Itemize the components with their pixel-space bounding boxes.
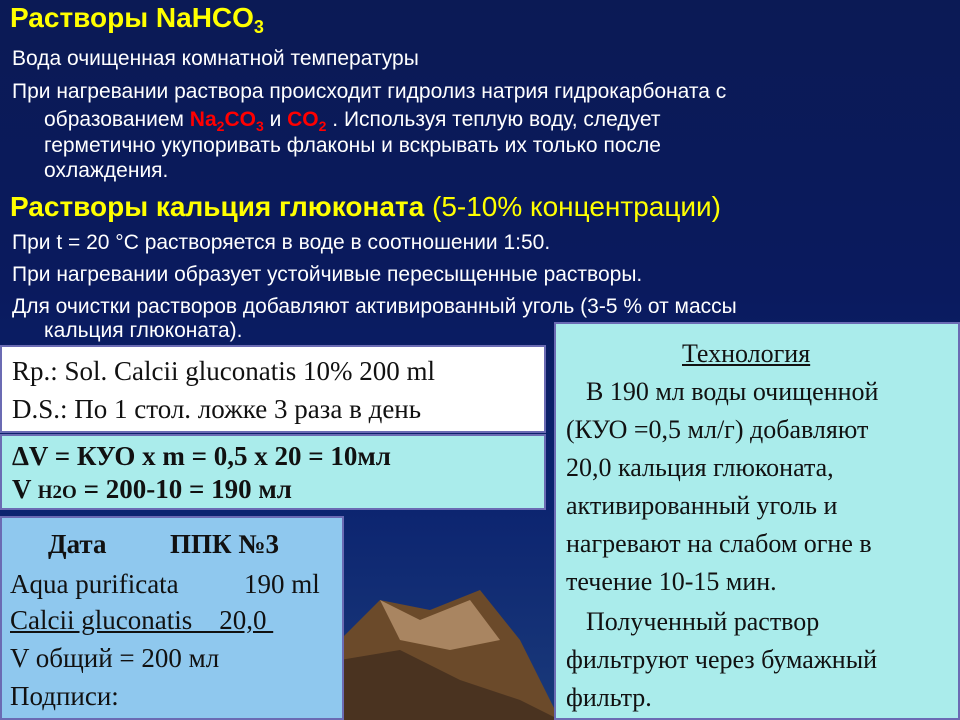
technology-line: течение 10-15 мин.: [566, 567, 777, 596]
technology-line: 20,0 кальция глюконата,: [566, 453, 834, 482]
section1-title: Растворы NaHCO$_3$: [10, 2, 264, 37]
section2-line3: Для очистки растворов добавляют активированный уголь (3-5 % от массы: [12, 295, 737, 318]
technology-line: активированный уголь и: [566, 491, 838, 520]
section1-line1: Вода очищенная комнатной температуры: [12, 47, 419, 70]
ppk-row1-value: 190 ml: [244, 569, 320, 599]
section2-line1: При t = 20 °С растворяется в воде в соотношении 1:50.: [12, 231, 551, 254]
formula-co2: $CO_2$: [287, 108, 327, 134]
section1-line5: охлаждения.: [44, 159, 169, 182]
technology-box: [554, 322, 960, 720]
technology-line: фильтруют через бумажный: [566, 645, 878, 674]
prescription-box: [0, 345, 546, 433]
technology-line: В 190 мл воды очищенной: [586, 377, 879, 406]
section1-line3: образованием $Na_2CO_3$ и $CO_2$ . Используя теплую воду, следует: [44, 108, 661, 134]
section2-line2: При нагревании образует устойчивые пересыщенные растворы.: [12, 263, 643, 286]
technology-title: Технология: [682, 339, 811, 368]
ppk-date-label: Дата: [48, 529, 107, 559]
prescription-ds: D.S.: По 1 стол. ложке 3 раза в день: [12, 394, 422, 424]
calculation-line1: ΔV = КУО х m = 0,5 х 20 = 10мл: [12, 441, 391, 471]
technology-line: фильтр.: [566, 683, 652, 712]
ppk-row1-name: Aqua purificata: [10, 569, 179, 599]
calculation-box: [0, 434, 546, 510]
technology-line: (КУО =0,5 мл/г) добавляют: [566, 415, 869, 444]
prescription-rp: Rp.: Sol. Calcii gluconatis 10% 200 ml: [12, 356, 435, 386]
formula-na2co3: $Na_2CO_3$: [189, 108, 264, 134]
ppk-row2: Calcii gluconatis 20,0: [10, 605, 274, 635]
ppk-box: [0, 516, 344, 720]
ppk-row3: V общий = 200 мл: [10, 643, 220, 673]
section1-line4: герметично укупоривать флаконы и вскрывать их только после: [44, 134, 661, 157]
calculation-line2: V H2O = 200-10 = 190 мл: [12, 474, 292, 504]
ppk-row4: Подписи:: [10, 681, 119, 711]
section1-line2: При нагревании раствора происходит гидролиз натрия гидрокарбоната с: [12, 80, 727, 103]
technology-line: Полученный раствор: [586, 607, 820, 636]
section2-title: Растворы кальция глюконата (5-10% концентрации): [10, 191, 722, 222]
technology-line: нагревают на слабом огне в: [566, 529, 872, 558]
section2-line4: кальция глюконата).: [44, 319, 243, 342]
ppk-number-label: ППК №3: [170, 529, 279, 559]
